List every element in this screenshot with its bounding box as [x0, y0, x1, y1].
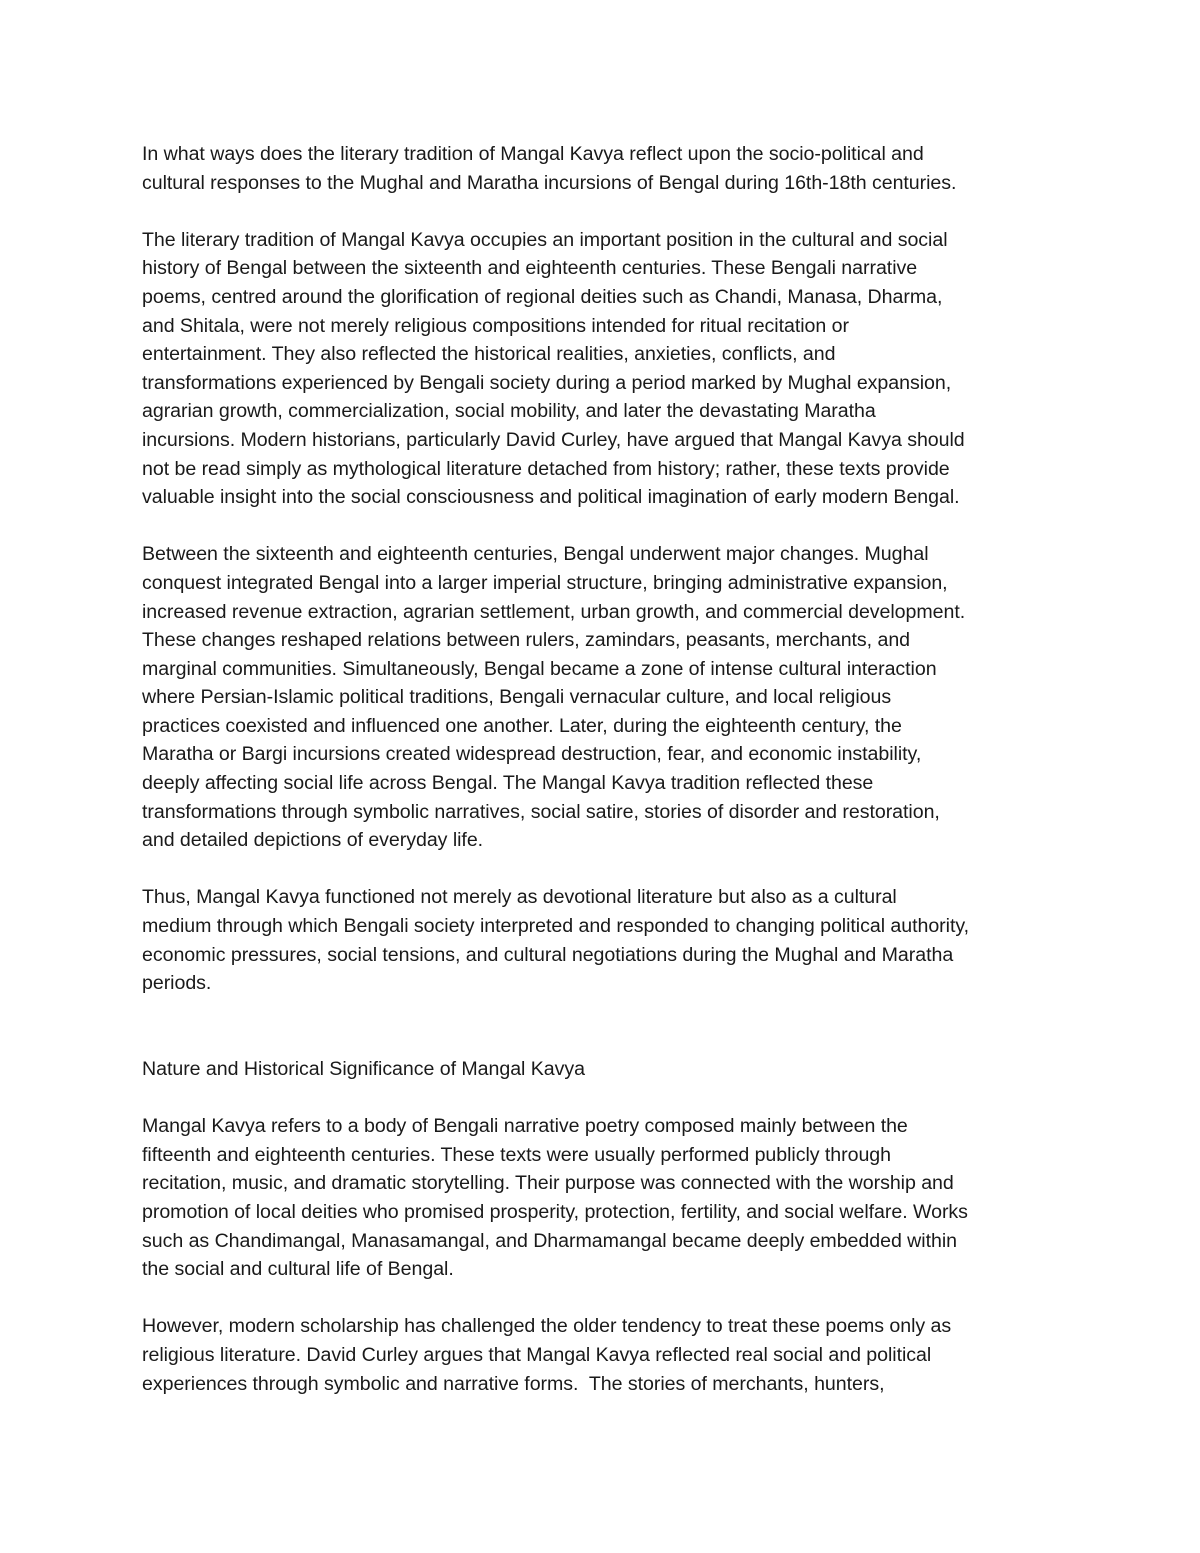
- text-line: transformations through symbolic narratives, social satire, stories of disorder and restoration,: [142, 800, 940, 823]
- text-line: Thus, Mangal Kavya functioned not merely as devotional literature but also as a cultural: [142, 886, 897, 909]
- text-line: These changes reshaped relations between rulers, zamindars, peasants, merchants, and: [142, 629, 911, 652]
- text-line: periods.: [142, 972, 212, 995]
- text-line: not be read simply as mythological literature detached from history; rather, these texts provide: [142, 457, 950, 480]
- text-line: In what ways does the literary tradition of Mangal Kavya reflect upon the socio-political and: [142, 143, 924, 165]
- definition-paragraph: [142, 1112, 1072, 1284]
- question-paragraph: [142, 140, 1072, 197]
- text-line: increased revenue extraction, agrarian settlement, urban growth, and commercial development.: [142, 600, 966, 623]
- text-line: religious literature. David Curley argues that Mangal Kavya reflected real social and political: [142, 1343, 932, 1366]
- text-line: deeply affecting social life across Bengal. The Mangal Kavya tradition reflected these: [142, 772, 874, 795]
- text-line: promotion of local deities who promised prosperity, protection, fertility, and social welfare. Works: [142, 1200, 968, 1223]
- text-line: economic pressures, social tensions, and cultural negotiations during the Mughal and Maratha: [142, 943, 954, 966]
- text-line: marginal communities. Simultaneously, Bengal became a zone of intense cultural interaction: [142, 657, 937, 680]
- intro-paragraph: [142, 226, 1072, 512]
- text-line: where Persian-Islamic political traditions, Bengali vernacular culture, and local religious: [142, 686, 892, 709]
- text-line: transformations experienced by Bengali society during a period marked by Mughal expansion,: [142, 371, 952, 394]
- text-line: and detailed depictions of everyday life.: [142, 829, 484, 852]
- text-line: Between the sixteenth and eighteenth centuries, Bengal underwent major changes. Mughal: [142, 543, 929, 566]
- text-line: medium through which Bengali society interpreted and responded to changing political authority,: [142, 915, 970, 938]
- heading-text: Nature and Historical Significance of Mangal Kavya: [142, 1058, 585, 1080]
- text-line: agrarian growth, commercialization, social mobility, and later the devastating Maratha: [142, 400, 876, 423]
- text-line: However, modern scholarship has challenged the older tendency to treat these poems only as: [142, 1315, 952, 1338]
- text-line: experiences through symbolic and narrative forms. The stories of merchants, hunters,: [142, 1372, 885, 1395]
- scholarship-paragraph: [142, 1312, 1072, 1398]
- text-line: Mangal Kavya refers to a body of Bengali narrative poetry composed mainly between the: [142, 1115, 908, 1138]
- text-line: practices coexisted and influenced one another. Later, during the eighteenth century, the: [142, 714, 902, 737]
- text-line: incursions. Modern historians, particularly David Curley, have argued that Mangal Kavya should: [142, 428, 965, 451]
- text-line: fifteenth and eighteenth centuries. These texts were usually performed publicly through: [142, 1143, 892, 1166]
- section-heading: [142, 1055, 1072, 1084]
- text-line: the social and cultural life of Bengal.: [142, 1258, 454, 1281]
- text-line: poems, centred around the glorification of regional deities such as Chandi, Manasa, Dharma,: [142, 285, 943, 308]
- text-line: cultural responses to the Mughal and Maratha incursions of Bengal during 16th-18th centuries.: [142, 171, 957, 194]
- text-line: valuable insight into the social consciousness and political imagination of early modern Bengal.: [142, 486, 960, 509]
- text-line: Maratha or Bargi incursions created widespread destruction, fear, and economic instability,: [142, 743, 922, 766]
- context-paragraph: [142, 540, 1072, 855]
- text-line: entertainment. They also reflected the historical realities, anxieties, conflicts, and: [142, 343, 836, 366]
- thesis-paragraph: [142, 883, 1072, 997]
- text-line: recitation, music, and dramatic storytelling. Their purpose was connected with the worship and: [142, 1172, 954, 1195]
- text-line: history of Bengal between the sixteenth and eighteenth centuries. These Bengali narrative: [142, 257, 918, 280]
- text-line: and Shitala, were not merely religious compositions intended for ritual recitation or: [142, 314, 849, 337]
- document-body: [142, 140, 1072, 1398]
- text-line: such as Chandimangal, Manasamangal, and Dharmamangal became deeply embedded within: [142, 1229, 957, 1252]
- text-line: conquest integrated Bengal into a larger imperial structure, bringing administrative expansion,: [142, 571, 948, 594]
- text-line: The literary tradition of Mangal Kavya occupies an important position in the cultural and social: [142, 228, 948, 251]
